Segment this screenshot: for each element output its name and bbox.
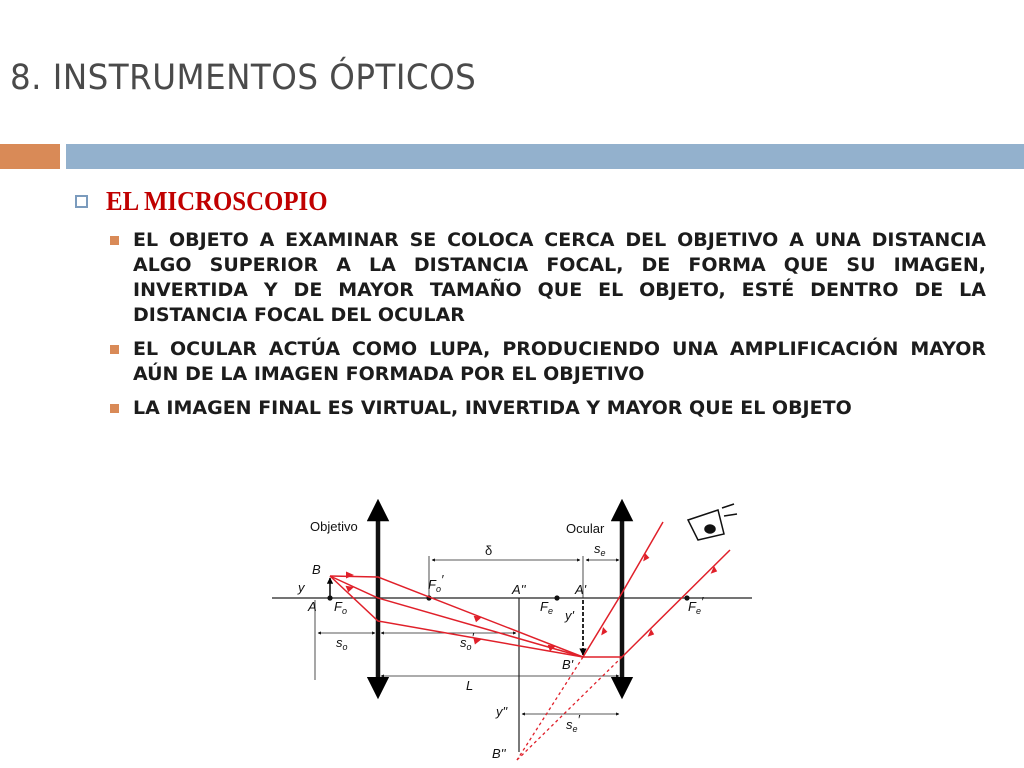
label-se-prime: $s_e'$ (566, 712, 580, 734)
ray-arrowhead (711, 566, 718, 574)
bullet-list (106, 228, 986, 430)
section-bullet-icon (75, 195, 88, 208)
bullet-item (106, 337, 986, 387)
square-bullet-icon (110, 236, 119, 245)
virtual-rays (517, 657, 622, 760)
ray-arrowhead (601, 627, 607, 635)
label-objective: Objetivo (310, 519, 358, 534)
microscope-ray-diagram (268, 492, 768, 768)
label-y-prime: y' (565, 608, 574, 623)
virtual-ray (517, 657, 583, 760)
light-ray (330, 576, 583, 657)
virtual-ray (517, 657, 622, 760)
light-ray (330, 576, 583, 657)
label-Fe: $F_e$ (540, 599, 553, 616)
label-y: y (298, 580, 305, 595)
label-A-prime: A' (575, 582, 587, 597)
bullet-text: LA IMAGEN FINAL ES VIRTUAL, INVERTIDA Y MAYOR QUE EL OBJETO (133, 397, 852, 419)
label-B: B (312, 562, 321, 577)
label-Fo: $F_o$ (334, 599, 347, 616)
light-rays (330, 522, 730, 657)
bullet-item (106, 228, 986, 328)
bullet-item (106, 396, 986, 421)
label-y-double-prime: y" (496, 704, 508, 719)
label-A-double-prime: A'' (512, 582, 526, 597)
eye-icon (688, 504, 737, 540)
label-delta: δ (485, 543, 493, 558)
label-so: $s_o$ (336, 635, 348, 652)
label-B-double-prime: B'' (492, 746, 506, 761)
bullet-text: EL OCULAR ACTÚA COMO LUPA, PRODUCIENDO UNA AMPLIFICACIÓN MAYOR AÚN DE LA IMAGEN FORMADA POR EL OBJETIVO (133, 338, 986, 385)
light-ray (583, 550, 730, 657)
label-se: $s_e$ (594, 541, 606, 558)
label-so-prime: $s_o'$ (460, 630, 474, 652)
focal-point-Fo (327, 595, 332, 600)
label-L: L (466, 678, 474, 693)
label-A: A (308, 599, 317, 614)
focal-point-Fe (554, 595, 559, 600)
label-Fe-prime: $F_e'$ (688, 594, 704, 616)
page-title: 8. INSTRUMENTOS ÓPTICOS (10, 58, 477, 98)
square-bullet-icon (110, 345, 119, 354)
accent-bar-blue (66, 144, 1024, 169)
square-bullet-icon (110, 404, 119, 413)
bullet-text: EL OBJETO A EXAMINAR SE COLOCA CERCA DEL OBJETIVO A UNA DISTANCIA ALGO SUPERIOR A LA DISTANCIA FOCAL, DE FORMA QUE SU IMAGEN, INVERTIDA Y DE MAYOR TAMAÑO QUE EL OBJETO, ESTÉ DENTRO DE LA DISTANCIA FOCAL DEL OCULAR (133, 229, 986, 326)
label-Fo-prime: $F_o'$ (428, 572, 444, 594)
section-title: EL MICROSCOPIO (106, 186, 328, 216)
light-ray (330, 576, 583, 657)
section-header (75, 186, 347, 217)
accent-bar-orange (0, 144, 60, 169)
label-B-prime: B' (562, 657, 574, 672)
ray-arrowhead (346, 572, 354, 579)
label-ocular: Ocular (566, 521, 605, 536)
